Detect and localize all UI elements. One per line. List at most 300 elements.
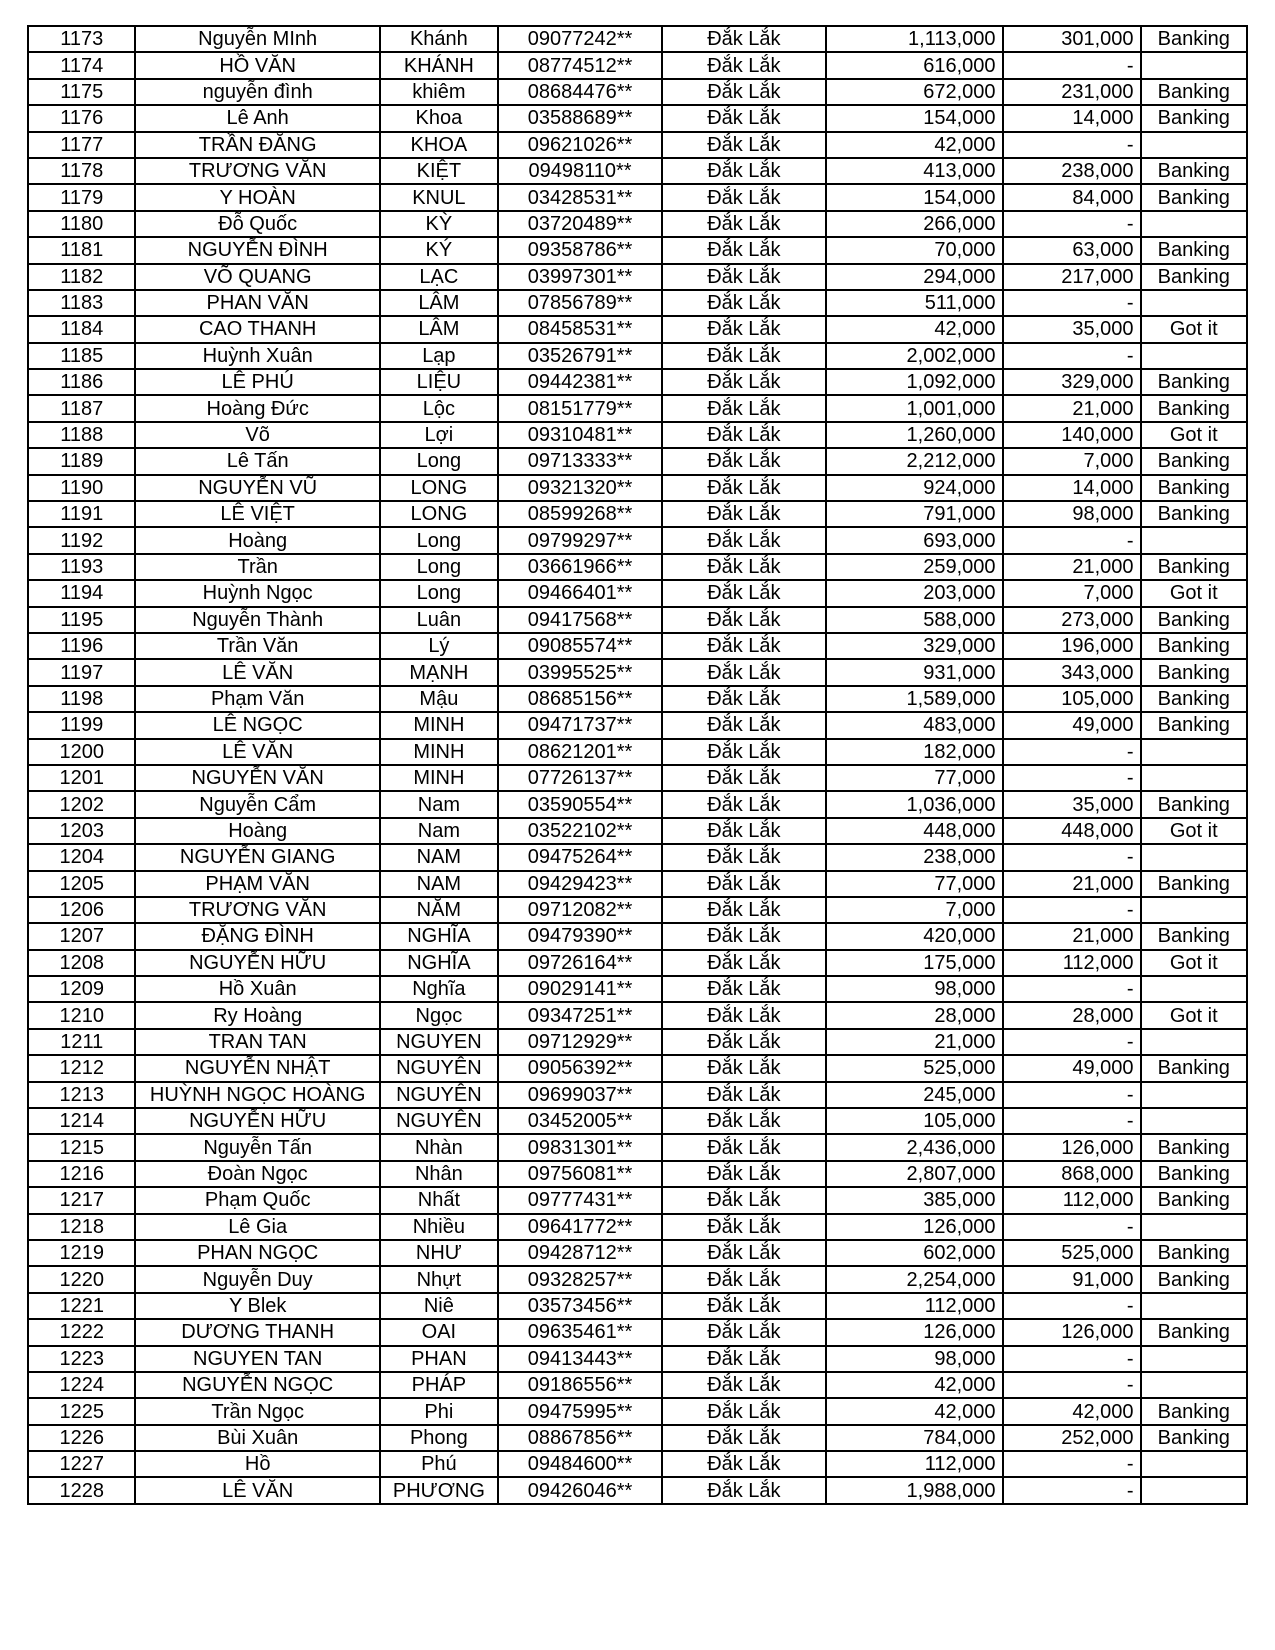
row-number-cell: 1224 bbox=[28, 1372, 135, 1398]
row-number-cell: 1208 bbox=[28, 950, 135, 976]
surname-cell: ĐẶNG ĐÌNH bbox=[135, 923, 379, 949]
amount-cell: 525,000 bbox=[826, 1055, 1003, 1081]
row-number-cell: 1197 bbox=[28, 659, 135, 685]
table-row bbox=[28, 395, 1247, 421]
paid-amount-cell: - bbox=[1003, 1082, 1141, 1108]
payment-method-cell: Banking bbox=[1141, 105, 1247, 131]
phone-cell: 07856789** bbox=[498, 290, 662, 316]
province-cell: Đắk Lắk bbox=[662, 158, 825, 184]
province-cell: Đắk Lắk bbox=[662, 818, 825, 844]
table-row bbox=[28, 1293, 1247, 1319]
row-number-cell: 1219 bbox=[28, 1240, 135, 1266]
paid-amount-cell: - bbox=[1003, 1477, 1141, 1503]
amount-cell: 70,000 bbox=[826, 237, 1003, 263]
paid-amount-cell: 28,000 bbox=[1003, 1002, 1141, 1028]
given-name-cell: Ngọc bbox=[380, 1002, 498, 1028]
given-name-cell: NGHĨA bbox=[380, 923, 498, 949]
phone-cell: 03720489** bbox=[498, 211, 662, 237]
surname-cell: Phạm Quốc bbox=[135, 1187, 379, 1213]
given-name-cell: Nhân bbox=[380, 1161, 498, 1187]
surname-cell: Trần Ngọc bbox=[135, 1398, 379, 1424]
payment-method-cell bbox=[1141, 1451, 1247, 1477]
surname-cell: PHẠM VĂN bbox=[135, 871, 379, 897]
row-number-cell: 1218 bbox=[28, 1214, 135, 1240]
amount-cell: 98,000 bbox=[826, 976, 1003, 1002]
given-name-cell: Khoa bbox=[380, 105, 498, 131]
given-name-cell: LẠC bbox=[380, 264, 498, 290]
amount-cell: 42,000 bbox=[826, 316, 1003, 342]
surname-cell: NGUYEN TAN bbox=[135, 1346, 379, 1372]
surname-cell: TRƯƠNG VĂN bbox=[135, 158, 379, 184]
phone-cell: 03997301** bbox=[498, 264, 662, 290]
phone-cell: 09712929** bbox=[498, 1029, 662, 1055]
table-row bbox=[28, 897, 1247, 923]
phone-cell: 03428531** bbox=[498, 184, 662, 210]
amount-cell: 77,000 bbox=[826, 871, 1003, 897]
province-cell: Đắk Lắk bbox=[662, 844, 825, 870]
phone-cell: 08867856** bbox=[498, 1425, 662, 1451]
payment-method-cell bbox=[1141, 132, 1247, 158]
surname-cell: Lê Anh bbox=[135, 105, 379, 131]
given-name-cell: Nam bbox=[380, 791, 498, 817]
phone-cell: 09056392** bbox=[498, 1055, 662, 1081]
phone-cell: 03522102** bbox=[498, 818, 662, 844]
payment-method-cell: Banking bbox=[1141, 184, 1247, 210]
province-cell: Đắk Lắk bbox=[662, 1240, 825, 1266]
amount-cell: 98,000 bbox=[826, 1346, 1003, 1372]
amount-cell: 931,000 bbox=[826, 659, 1003, 685]
table-row bbox=[28, 1214, 1247, 1240]
given-name-cell: NGUYÊN bbox=[380, 1082, 498, 1108]
paid-amount-cell: 196,000 bbox=[1003, 633, 1141, 659]
table-row bbox=[28, 1134, 1247, 1160]
paid-amount-cell: 21,000 bbox=[1003, 395, 1141, 421]
table-row bbox=[28, 422, 1247, 448]
paid-amount-cell: - bbox=[1003, 1293, 1141, 1319]
province-cell: Đắk Lắk bbox=[662, 791, 825, 817]
phone-cell: 09429423** bbox=[498, 871, 662, 897]
phone-cell: 09475995** bbox=[498, 1398, 662, 1424]
paid-amount-cell: - bbox=[1003, 765, 1141, 791]
payment-method-cell: Banking bbox=[1141, 395, 1247, 421]
paid-amount-cell: 343,000 bbox=[1003, 659, 1141, 685]
payment-method-cell: Banking bbox=[1141, 448, 1247, 474]
row-number-cell: 1200 bbox=[28, 739, 135, 765]
table-row bbox=[28, 105, 1247, 131]
table-row bbox=[28, 1372, 1247, 1398]
surname-cell: Bùi Xuân bbox=[135, 1425, 379, 1451]
row-number-cell: 1195 bbox=[28, 607, 135, 633]
paid-amount-cell: - bbox=[1003, 976, 1141, 1002]
province-cell: Đắk Lắk bbox=[662, 1187, 825, 1213]
paid-amount-cell: - bbox=[1003, 1451, 1141, 1477]
phone-cell: 09484600** bbox=[498, 1451, 662, 1477]
phone-cell: 03661966** bbox=[498, 554, 662, 580]
amount-cell: 42,000 bbox=[826, 132, 1003, 158]
given-name-cell: Phú bbox=[380, 1451, 498, 1477]
paid-amount-cell: 21,000 bbox=[1003, 923, 1141, 949]
payment-method-cell: Banking bbox=[1141, 607, 1247, 633]
province-cell: Đắk Lắk bbox=[662, 686, 825, 712]
province-cell: Đắk Lắk bbox=[662, 1451, 825, 1477]
surname-cell: nguyễn đình bbox=[135, 79, 379, 105]
phone-cell: 09077242** bbox=[498, 26, 662, 52]
payment-method-cell: Banking bbox=[1141, 1134, 1247, 1160]
surname-cell: NGUYỄN VŨ bbox=[135, 475, 379, 501]
payment-method-cell: Banking bbox=[1141, 264, 1247, 290]
surname-cell: Hồ bbox=[135, 1451, 379, 1477]
province-cell: Đắk Lắk bbox=[662, 659, 825, 685]
table-row bbox=[28, 264, 1247, 290]
surname-cell: Lê Gia bbox=[135, 1214, 379, 1240]
province-cell: Đắk Lắk bbox=[662, 580, 825, 606]
amount-cell: 413,000 bbox=[826, 158, 1003, 184]
row-number-cell: 1216 bbox=[28, 1161, 135, 1187]
surname-cell: PHAN VĂN bbox=[135, 290, 379, 316]
payment-method-cell: Banking bbox=[1141, 1187, 1247, 1213]
payment-method-cell: Banking bbox=[1141, 1161, 1247, 1187]
row-number-cell: 1183 bbox=[28, 290, 135, 316]
row-number-cell: 1223 bbox=[28, 1346, 135, 1372]
province-cell: Đắk Lắk bbox=[662, 237, 825, 263]
given-name-cell: KIỆT bbox=[380, 158, 498, 184]
table-row bbox=[28, 1346, 1247, 1372]
table-row bbox=[28, 765, 1247, 791]
phone-cell: 03526791** bbox=[498, 343, 662, 369]
phone-cell: 09498110** bbox=[498, 158, 662, 184]
given-name-cell: NGUYÊN bbox=[380, 1108, 498, 1134]
row-number-cell: 1222 bbox=[28, 1319, 135, 1345]
table-row bbox=[28, 1082, 1247, 1108]
row-number-cell: 1179 bbox=[28, 184, 135, 210]
given-name-cell: Mậu bbox=[380, 686, 498, 712]
given-name-cell: MINH bbox=[380, 765, 498, 791]
payment-method-cell bbox=[1141, 1293, 1247, 1319]
row-number-cell: 1211 bbox=[28, 1029, 135, 1055]
table-row bbox=[28, 712, 1247, 738]
paid-amount-cell: 525,000 bbox=[1003, 1240, 1141, 1266]
given-name-cell: PHƯƠNG bbox=[380, 1477, 498, 1503]
row-number-cell: 1180 bbox=[28, 211, 135, 237]
row-number-cell: 1227 bbox=[28, 1451, 135, 1477]
given-name-cell: NGUYEN bbox=[380, 1029, 498, 1055]
paid-amount-cell: 868,000 bbox=[1003, 1161, 1141, 1187]
paid-amount-cell: - bbox=[1003, 844, 1141, 870]
amount-cell: 602,000 bbox=[826, 1240, 1003, 1266]
payment-method-cell: Banking bbox=[1141, 923, 1247, 949]
row-number-cell: 1177 bbox=[28, 132, 135, 158]
province-cell: Đắk Lắk bbox=[662, 897, 825, 923]
amount-cell: 1,092,000 bbox=[826, 369, 1003, 395]
amount-cell: 175,000 bbox=[826, 950, 1003, 976]
table-row bbox=[28, 1266, 1247, 1292]
phone-cell: 09712082** bbox=[498, 897, 662, 923]
row-number-cell: 1187 bbox=[28, 395, 135, 421]
table-row bbox=[28, 343, 1247, 369]
row-number-cell: 1173 bbox=[28, 26, 135, 52]
table-row bbox=[28, 1002, 1247, 1028]
given-name-cell: PHÁP bbox=[380, 1372, 498, 1398]
paid-amount-cell: 35,000 bbox=[1003, 791, 1141, 817]
paid-amount-cell: 7,000 bbox=[1003, 580, 1141, 606]
payment-method-cell: Banking bbox=[1141, 633, 1247, 659]
payment-method-cell: Got it bbox=[1141, 316, 1247, 342]
payment-method-cell: Banking bbox=[1141, 26, 1247, 52]
amount-cell: 616,000 bbox=[826, 52, 1003, 78]
paid-amount-cell: 112,000 bbox=[1003, 950, 1141, 976]
given-name-cell: KHOA bbox=[380, 132, 498, 158]
surname-cell: Hoàng Đức bbox=[135, 395, 379, 421]
table-row bbox=[28, 211, 1247, 237]
amount-cell: 2,436,000 bbox=[826, 1134, 1003, 1160]
phone-cell: 08599268** bbox=[498, 501, 662, 527]
row-number-cell: 1225 bbox=[28, 1398, 135, 1424]
given-name-cell: NGHĨA bbox=[380, 950, 498, 976]
payment-method-cell bbox=[1141, 739, 1247, 765]
payment-method-cell bbox=[1141, 527, 1247, 553]
amount-cell: 924,000 bbox=[826, 475, 1003, 501]
province-cell: Đắk Lắk bbox=[662, 1425, 825, 1451]
row-number-cell: 1228 bbox=[28, 1477, 135, 1503]
given-name-cell: NAM bbox=[380, 844, 498, 870]
province-cell: Đắk Lắk bbox=[662, 1293, 825, 1319]
paid-amount-cell: 14,000 bbox=[1003, 475, 1141, 501]
row-number-cell: 1189 bbox=[28, 448, 135, 474]
paid-amount-cell: - bbox=[1003, 1108, 1141, 1134]
surname-cell: NGUYỄN HỮU bbox=[135, 950, 379, 976]
row-number-cell: 1181 bbox=[28, 237, 135, 263]
surname-cell: Lê Tấn bbox=[135, 448, 379, 474]
province-cell: Đắk Lắk bbox=[662, 1319, 825, 1345]
given-name-cell: Long bbox=[380, 554, 498, 580]
row-number-cell: 1193 bbox=[28, 554, 135, 580]
table-row bbox=[28, 739, 1247, 765]
table-row bbox=[28, 554, 1247, 580]
row-number-cell: 1178 bbox=[28, 158, 135, 184]
surname-cell: CAO THANH bbox=[135, 316, 379, 342]
phone-cell: 09428712** bbox=[498, 1240, 662, 1266]
payment-method-cell bbox=[1141, 1214, 1247, 1240]
province-cell: Đắk Lắk bbox=[662, 448, 825, 474]
province-cell: Đắk Lắk bbox=[662, 633, 825, 659]
table-row bbox=[28, 686, 1247, 712]
phone-cell: 09413443** bbox=[498, 1346, 662, 1372]
payment-method-cell bbox=[1141, 52, 1247, 78]
row-number-cell: 1210 bbox=[28, 1002, 135, 1028]
table-row bbox=[28, 79, 1247, 105]
surname-cell: Nguyễn Duy bbox=[135, 1266, 379, 1292]
amount-cell: 2,254,000 bbox=[826, 1266, 1003, 1292]
province-cell: Đắk Lắk bbox=[662, 712, 825, 738]
payment-method-cell bbox=[1141, 1082, 1247, 1108]
amount-cell: 1,988,000 bbox=[826, 1477, 1003, 1503]
province-cell: Đắk Lắk bbox=[662, 395, 825, 421]
row-number-cell: 1221 bbox=[28, 1293, 135, 1319]
table-row bbox=[28, 871, 1247, 897]
payment-method-cell bbox=[1141, 290, 1247, 316]
paid-amount-cell: - bbox=[1003, 1029, 1141, 1055]
row-number-cell: 1213 bbox=[28, 1082, 135, 1108]
phone-cell: 09029141** bbox=[498, 976, 662, 1002]
phone-cell: 09799297** bbox=[498, 527, 662, 553]
amount-cell: 42,000 bbox=[826, 1398, 1003, 1424]
table-row bbox=[28, 1477, 1247, 1503]
row-number-cell: 1217 bbox=[28, 1187, 135, 1213]
phone-cell: 09466401** bbox=[498, 580, 662, 606]
table-row bbox=[28, 527, 1247, 553]
recipient-table bbox=[27, 25, 1248, 1505]
row-number-cell: 1182 bbox=[28, 264, 135, 290]
province-cell: Đắk Lắk bbox=[662, 554, 825, 580]
given-name-cell: Nhàn bbox=[380, 1134, 498, 1160]
payment-method-cell bbox=[1141, 844, 1247, 870]
given-name-cell: LIỆU bbox=[380, 369, 498, 395]
surname-cell: LÊ VIỆT bbox=[135, 501, 379, 527]
table-row bbox=[28, 1425, 1247, 1451]
surname-cell: Đoàn Ngọc bbox=[135, 1161, 379, 1187]
province-cell: Đắk Lắk bbox=[662, 26, 825, 52]
row-number-cell: 1220 bbox=[28, 1266, 135, 1292]
surname-cell: Y HOÀN bbox=[135, 184, 379, 210]
given-name-cell: MINH bbox=[380, 739, 498, 765]
amount-cell: 42,000 bbox=[826, 1372, 1003, 1398]
phone-cell: 03452005** bbox=[498, 1108, 662, 1134]
table-row bbox=[28, 1240, 1247, 1266]
surname-cell: TRẦN ĐĂNG bbox=[135, 132, 379, 158]
payment-method-cell: Banking bbox=[1141, 369, 1247, 395]
given-name-cell: Long bbox=[380, 448, 498, 474]
amount-cell: 154,000 bbox=[826, 184, 1003, 210]
payment-method-cell: Got it bbox=[1141, 1002, 1247, 1028]
row-number-cell: 1186 bbox=[28, 369, 135, 395]
phone-cell: 09328257** bbox=[498, 1266, 662, 1292]
surname-cell: Huỳnh Xuân bbox=[135, 343, 379, 369]
surname-cell: TRAN TAN bbox=[135, 1029, 379, 1055]
table-row bbox=[28, 607, 1247, 633]
amount-cell: 105,000 bbox=[826, 1108, 1003, 1134]
phone-cell: 08774512** bbox=[498, 52, 662, 78]
row-number-cell: 1204 bbox=[28, 844, 135, 870]
surname-cell: VÕ QUANG bbox=[135, 264, 379, 290]
given-name-cell: Long bbox=[380, 527, 498, 553]
paid-amount-cell: 112,000 bbox=[1003, 1187, 1141, 1213]
paid-amount-cell: 238,000 bbox=[1003, 158, 1141, 184]
amount-cell: 420,000 bbox=[826, 923, 1003, 949]
given-name-cell: Niê bbox=[380, 1293, 498, 1319]
given-name-cell: Nghĩa bbox=[380, 976, 498, 1002]
amount-cell: 329,000 bbox=[826, 633, 1003, 659]
table-row bbox=[28, 132, 1247, 158]
amount-cell: 112,000 bbox=[826, 1293, 1003, 1319]
surname-cell: NGUYỄN NHẬT bbox=[135, 1055, 379, 1081]
table-row bbox=[28, 26, 1247, 52]
surname-cell: Trần bbox=[135, 554, 379, 580]
surname-cell: NGUYỄN NGỌC bbox=[135, 1372, 379, 1398]
province-cell: Đắk Lắk bbox=[662, 422, 825, 448]
province-cell: Đắk Lắk bbox=[662, 211, 825, 237]
phone-cell: 09442381** bbox=[498, 369, 662, 395]
amount-cell: 385,000 bbox=[826, 1187, 1003, 1213]
amount-cell: 2,002,000 bbox=[826, 343, 1003, 369]
surname-cell: LÊ PHÚ bbox=[135, 369, 379, 395]
province-cell: Đắk Lắk bbox=[662, 1082, 825, 1108]
paid-amount-cell: - bbox=[1003, 132, 1141, 158]
given-name-cell: Lộc bbox=[380, 395, 498, 421]
amount-cell: 77,000 bbox=[826, 765, 1003, 791]
paid-amount-cell: 140,000 bbox=[1003, 422, 1141, 448]
given-name-cell: Nhiều bbox=[380, 1214, 498, 1240]
given-name-cell: LONG bbox=[380, 501, 498, 527]
row-number-cell: 1198 bbox=[28, 686, 135, 712]
amount-cell: 693,000 bbox=[826, 527, 1003, 553]
phone-cell: 09621026** bbox=[498, 132, 662, 158]
province-cell: Đắk Lắk bbox=[662, 52, 825, 78]
phone-cell: 09475264** bbox=[498, 844, 662, 870]
paid-amount-cell: 231,000 bbox=[1003, 79, 1141, 105]
row-number-cell: 1190 bbox=[28, 475, 135, 501]
surname-cell: NGUYỄN ĐÌNH bbox=[135, 237, 379, 263]
surname-cell: PHAN NGỌC bbox=[135, 1240, 379, 1266]
amount-cell: 245,000 bbox=[826, 1082, 1003, 1108]
province-cell: Đắk Lắk bbox=[662, 1055, 825, 1081]
surname-cell: Nguyễn Thành bbox=[135, 607, 379, 633]
table-row bbox=[28, 1029, 1247, 1055]
given-name-cell: Luân bbox=[380, 607, 498, 633]
given-name-cell: NĂM bbox=[380, 897, 498, 923]
amount-cell: 238,000 bbox=[826, 844, 1003, 870]
given-name-cell: MẠNH bbox=[380, 659, 498, 685]
row-number-cell: 1214 bbox=[28, 1108, 135, 1134]
amount-cell: 2,807,000 bbox=[826, 1161, 1003, 1187]
payment-method-cell: Banking bbox=[1141, 1319, 1247, 1345]
paid-amount-cell: 105,000 bbox=[1003, 686, 1141, 712]
payment-method-cell: Got it bbox=[1141, 950, 1247, 976]
paid-amount-cell: 21,000 bbox=[1003, 871, 1141, 897]
payment-method-cell bbox=[1141, 1108, 1247, 1134]
table-row bbox=[28, 923, 1247, 949]
surname-cell: Võ bbox=[135, 422, 379, 448]
payment-method-cell: Banking bbox=[1141, 712, 1247, 738]
phone-cell: 09310481** bbox=[498, 422, 662, 448]
table-row bbox=[28, 52, 1247, 78]
phone-cell: 09426046** bbox=[498, 1477, 662, 1503]
phone-cell: 09347251** bbox=[498, 1002, 662, 1028]
province-cell: Đắk Lắk bbox=[662, 527, 825, 553]
phone-cell: 08151779** bbox=[498, 395, 662, 421]
province-cell: Đắk Lắk bbox=[662, 607, 825, 633]
row-number-cell: 1199 bbox=[28, 712, 135, 738]
amount-cell: 448,000 bbox=[826, 818, 1003, 844]
given-name-cell: OAI bbox=[380, 1319, 498, 1345]
given-name-cell: Nhất bbox=[380, 1187, 498, 1213]
table-row bbox=[28, 1319, 1247, 1345]
paid-amount-cell: 448,000 bbox=[1003, 818, 1141, 844]
row-number-cell: 1194 bbox=[28, 580, 135, 606]
province-cell: Đắk Lắk bbox=[662, 105, 825, 131]
payment-method-cell: Banking bbox=[1141, 501, 1247, 527]
row-number-cell: 1191 bbox=[28, 501, 135, 527]
payment-method-cell: Got it bbox=[1141, 422, 1247, 448]
table-body bbox=[28, 26, 1247, 1504]
phone-cell: 09699037** bbox=[498, 1082, 662, 1108]
amount-cell: 791,000 bbox=[826, 501, 1003, 527]
amount-cell: 1,036,000 bbox=[826, 791, 1003, 817]
paid-amount-cell: 252,000 bbox=[1003, 1425, 1141, 1451]
province-cell: Đắk Lắk bbox=[662, 1002, 825, 1028]
given-name-cell: NAM bbox=[380, 871, 498, 897]
given-name-cell: MINH bbox=[380, 712, 498, 738]
row-number-cell: 1188 bbox=[28, 422, 135, 448]
